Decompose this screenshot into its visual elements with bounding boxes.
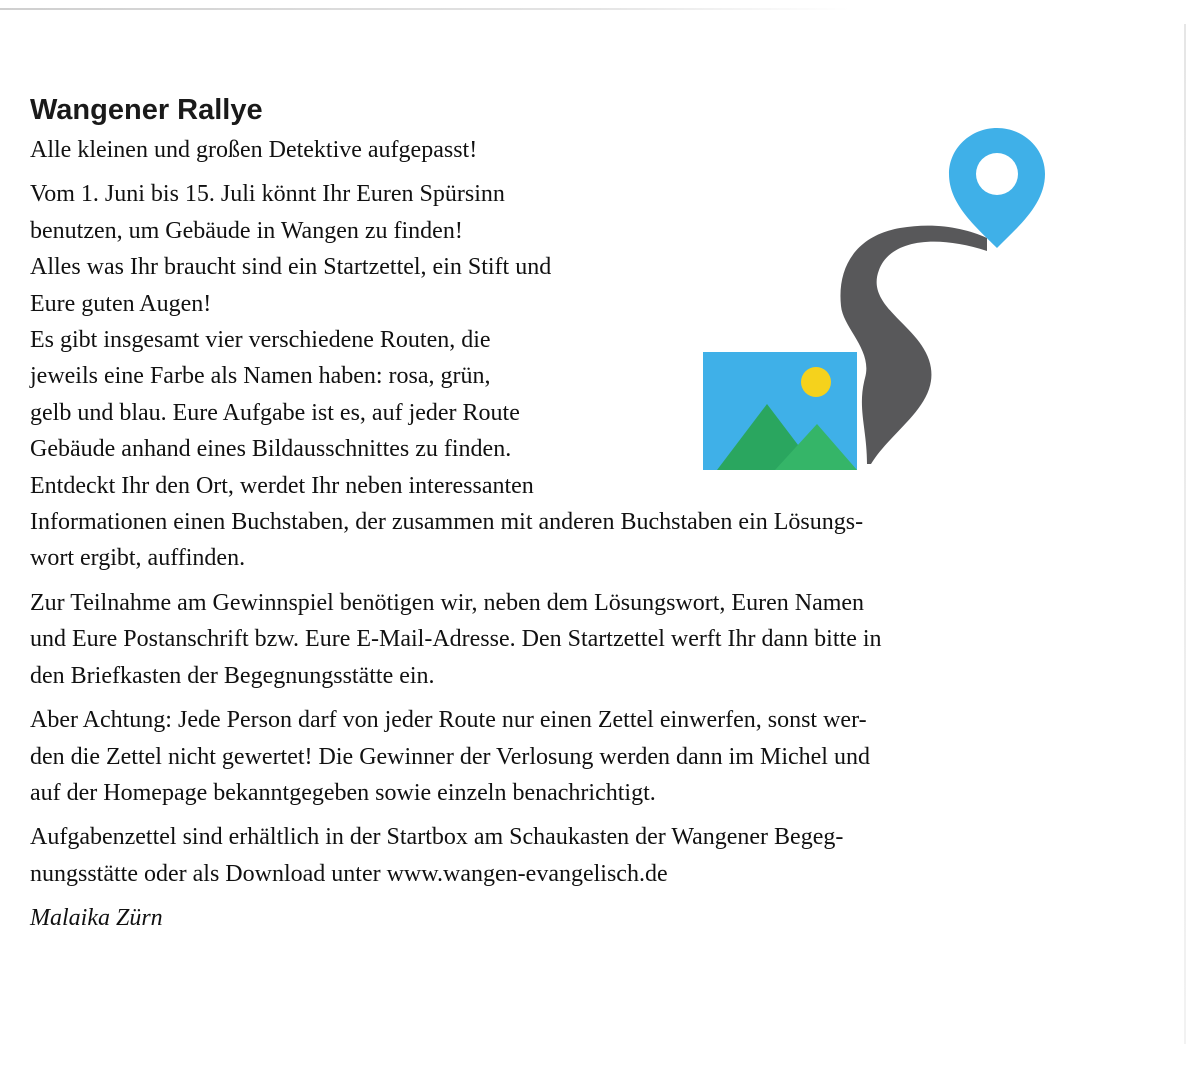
author-byline: Malaika Zürn bbox=[30, 905, 163, 932]
rallye-illustration bbox=[695, 128, 1055, 478]
body-line: Es gibt insgesamt vier verschiedene Routen, die bbox=[30, 327, 491, 354]
participation-line: und Eure Postanschrift bzw. Eure E-Mail-Adresse. Den Startzettel werft Ihr dann bitte in bbox=[30, 626, 882, 653]
body-line: Entdeckt Ihr den Ort, werdet Ihr neben interessanten bbox=[30, 472, 534, 499]
warning-line: auf der Homepage bekanntgegeben sowie einzeln benachrichtigt. bbox=[30, 779, 656, 806]
scan-top-edge bbox=[0, 8, 850, 10]
participation-paragraph bbox=[30, 585, 1070, 694]
sun-icon bbox=[801, 367, 831, 397]
winding-road-icon bbox=[840, 226, 987, 464]
intro-paragraph: Alle kleinen und großen Detektive aufgepasst! bbox=[30, 137, 478, 163]
body-line: wort ergibt, auffinden. bbox=[30, 545, 246, 572]
pin-hole bbox=[976, 153, 1018, 195]
website-link[interactable]: www.wangen-evangelisch.de bbox=[386, 860, 668, 887]
body-line: gelb und blau. Eure Aufgabe ist es, auf jeder Route bbox=[30, 399, 520, 426]
body-line: Alles was Ihr braucht sind ein Startzettel, ein Stift und bbox=[30, 254, 552, 281]
article-title: Wangener Rallye bbox=[30, 94, 263, 126]
landscape-picture-icon bbox=[703, 352, 857, 470]
body-line: Eure guten Augen! bbox=[30, 290, 212, 317]
participation-line: Zur Teilnahme am Gewinnspiel benötigen wir, neben dem Lösungswort, Euren Namen bbox=[30, 589, 865, 616]
warning-line: den die Zettel nicht gewertet! Die Gewinner der Verlosung werden dann im Michel und bbox=[30, 743, 870, 770]
download-line: Aufgabenzettel sind erhältlich in der Startbox am Schaukasten der Wangener Begeg- bbox=[30, 824, 844, 851]
body-line: Informationen einen Buchstaben, der zusammen mit anderen Buchstaben ein Lösungs- bbox=[30, 509, 864, 536]
download-paragraph bbox=[30, 819, 1070, 892]
body-line: Gebäude anhand eines Bildausschnittes zu finden. bbox=[30, 436, 512, 463]
participation-line: den Briefkasten der Begegnungsstätte ein. bbox=[30, 662, 435, 689]
warning-line: Aber Achtung: Jede Person darf von jeder Route nur einen Zettel einwerfen, sonst wer- bbox=[30, 707, 867, 734]
body-line: Vom 1. Juni bis 15. Juli könnt Ihr Euren Spürsinn bbox=[30, 181, 505, 208]
warning-paragraph bbox=[30, 702, 1070, 811]
body-line: jeweils eine Farbe als Namen haben: rosa, grün, bbox=[30, 363, 491, 390]
scan-right-edge bbox=[1184, 24, 1186, 1044]
download-line-prefix: nungsstätte oder als Download unter bbox=[30, 860, 387, 887]
body-line: benutzen, um Gebäude in Wangen zu finden! bbox=[30, 217, 463, 244]
